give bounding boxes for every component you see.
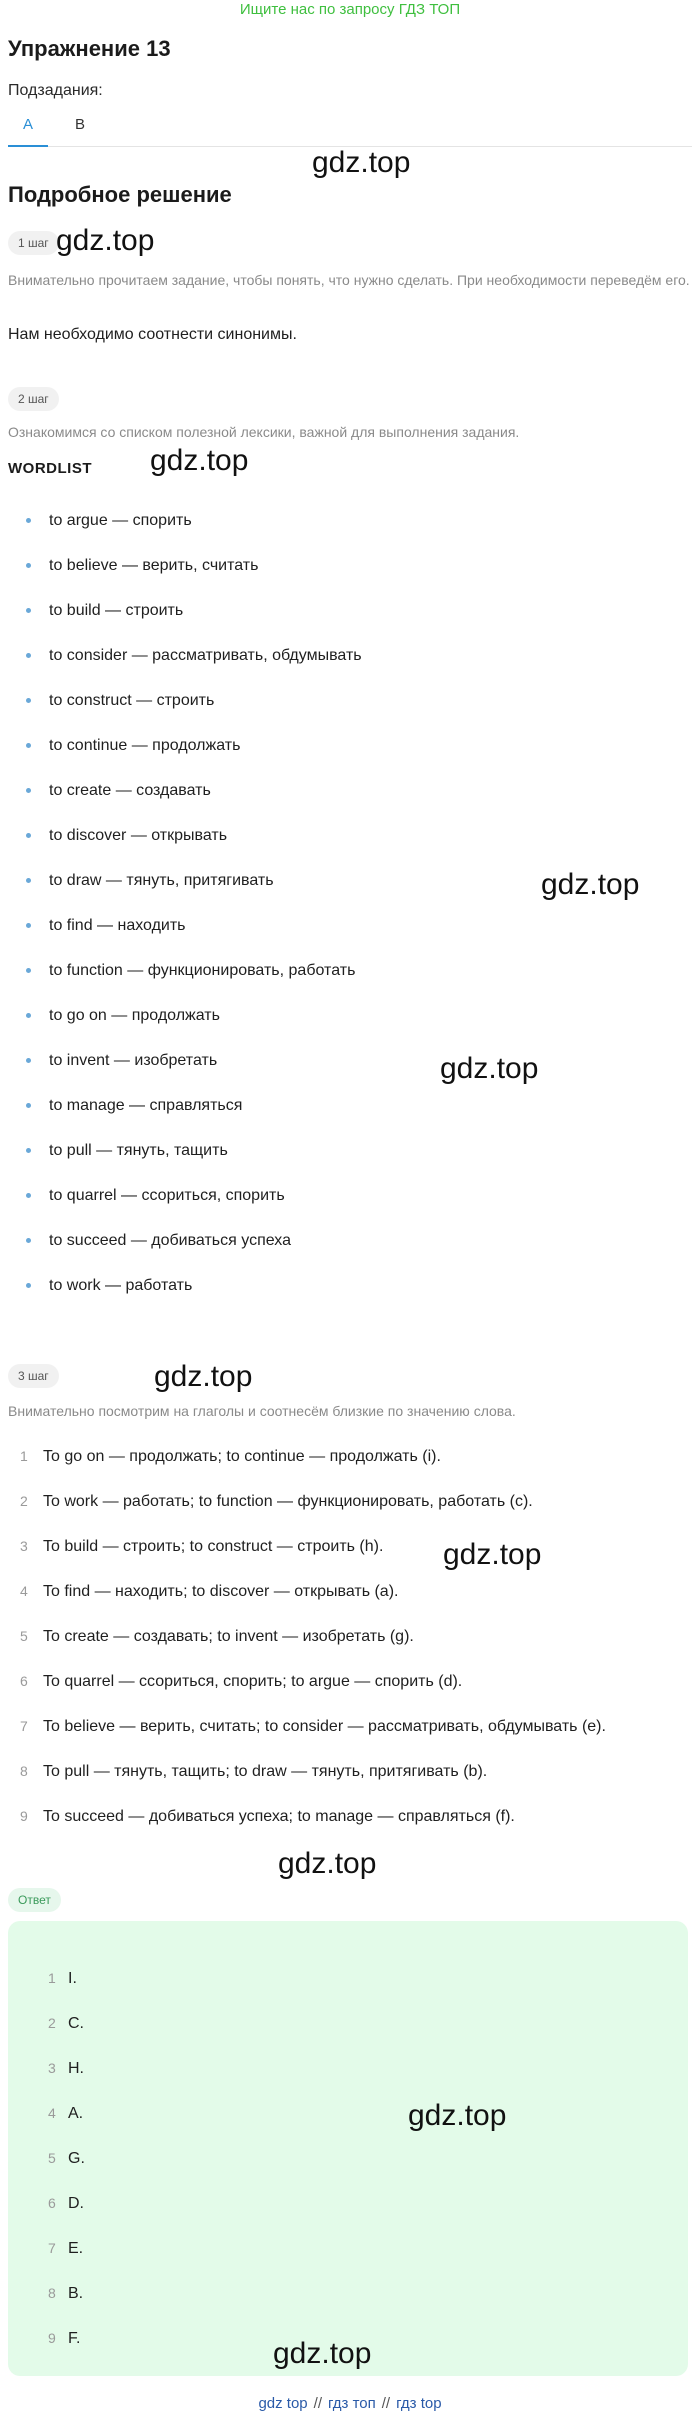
tab-b[interactable]: B [74,116,85,133]
wordlist-item: to consider — рассматривать, обдумывать [8,633,688,678]
wordlist-item: to invent — изобретать [8,1038,688,1083]
watermark-text: gdz.top [154,1360,253,1393]
watermark-text: gdz.top [443,1538,542,1571]
wordlist-item: to discover — открывать [8,813,688,858]
step-hint-2: Ознакомимся со списком полезной лексики, важной для выполнения задания. [8,424,520,440]
list-item: 3 To build — строить; to construct — строить (h). [20,1538,384,1555]
answer-item: 9 F. [48,2330,81,2347]
subtasks-label: Подзадания: [8,82,103,99]
wordlist [8,498,688,1308]
list-item: 2 To work — работать; to function — функционировать, работать (c). [20,1493,533,1510]
wordlist-item: to create — создавать [8,768,688,813]
section-title: Подробное решение [8,182,232,207]
wordlist-item: to function — функционировать, работать [8,948,688,993]
wordlist-item: to draw — тянуть, притягивать [8,858,688,903]
wordlist-item: to pull — тянуть, тащить [8,1128,688,1173]
watermark-text: gdz.top [408,2099,507,2132]
list-item: 9 To succeed — добиваться успеха; to manage — справляться (f). [20,1808,515,1825]
answer-item: 6 D. [48,2195,84,2212]
answer-list [34,1956,634,2361]
watermark-text: gdz.top [440,1052,539,1085]
footer-link[interactable]: гдз top [396,2395,442,2412]
watermark-text: gdz.top [150,444,249,477]
matching-list [8,1434,696,1839]
footer-separator: // [313,2395,322,2412]
step-hint-3: Внимательно посмотрим на глаголы и соотнесём близкие по значению слова. [8,1403,516,1419]
list-item: 8 To pull — тянуть, тащить; to draw — тянуть, притягивать (b). [20,1763,488,1780]
wordlist-item: to find — находить [8,903,688,948]
answer-badge: Ответ [8,1888,61,1912]
watermark-text: gdz.top [278,1847,377,1880]
wordlist-item: to quarrel — ссориться, спорить [8,1173,688,1218]
wordlist-item: to argue — спорить [8,498,688,543]
step-badge-2: 2 шаг [8,387,59,411]
watermark-text: gdz.top [541,868,640,901]
answer-item: 7 E. [48,2240,84,2257]
search-banner[interactable]: Ищите нас по запросу ГДЗ ТОП [239,1,461,18]
list-item: 6 To quarrel — ссориться, спорить; to argue — спорить (d). [20,1673,463,1690]
tab-a[interactable]: A [8,110,48,147]
watermark-text: gdz.top [273,2337,372,2370]
list-item: 4 To find — находить; to discover — открывать (a). [20,1583,399,1600]
watermark-text: gdz.top [312,146,411,179]
wordlist-item: to continue — продолжать [8,723,688,768]
answer-item: 1 I. [48,1970,77,1987]
footer-separator: // [381,2395,391,2412]
list-item: 7 To believe — верить, считать; to consider — рассматривать, обдумывать (e). [20,1718,606,1735]
wordlist-item: to go on — продолжать [8,993,688,1038]
step-hint-1: Внимательно прочитаем задание, чтобы понять, что нужно сделать. При необходимости переведём его. [8,272,690,288]
watermark-text: gdz.top [56,224,155,257]
answer-item: 8 B. [48,2285,84,2302]
list-item: 1 To go on — продолжать; to continue — продолжать (i). [20,1448,441,1465]
list-item: 5 To create — создавать; to invent — изобретать (g). [20,1628,414,1645]
wordlist-item: to succeed — добиваться успеха [8,1218,688,1263]
answer-item: 4 A. [48,2105,84,2122]
step-text-1: Нам необходимо соотнести синонимы. [8,326,297,343]
wordlist-item: to manage — справляться [8,1083,688,1128]
answer-item: 2 C. [48,2015,84,2032]
wordlist-item: to build — строить [8,588,688,633]
step-badge-3: 3 шаг [8,1364,59,1388]
footer-link[interactable]: гдз топ [328,2395,376,2412]
step-badge-1: 1 шаг [8,231,59,255]
footer-links [0,2394,700,2414]
wordlist-item: to work — работать [8,1263,688,1308]
page-title: Упражнение 13 [8,36,171,61]
footer-link[interactable]: gdz top [258,2395,308,2412]
subtask-tabs [8,110,692,147]
wordlist-item: to construct — строить [8,678,688,723]
answer-item: 5 G. [48,2150,85,2167]
wordlist-item: to believe — верить, считать [8,543,688,588]
wordlist-title: WORDLIST [8,460,92,477]
answer-item: 3 H. [48,2060,84,2077]
